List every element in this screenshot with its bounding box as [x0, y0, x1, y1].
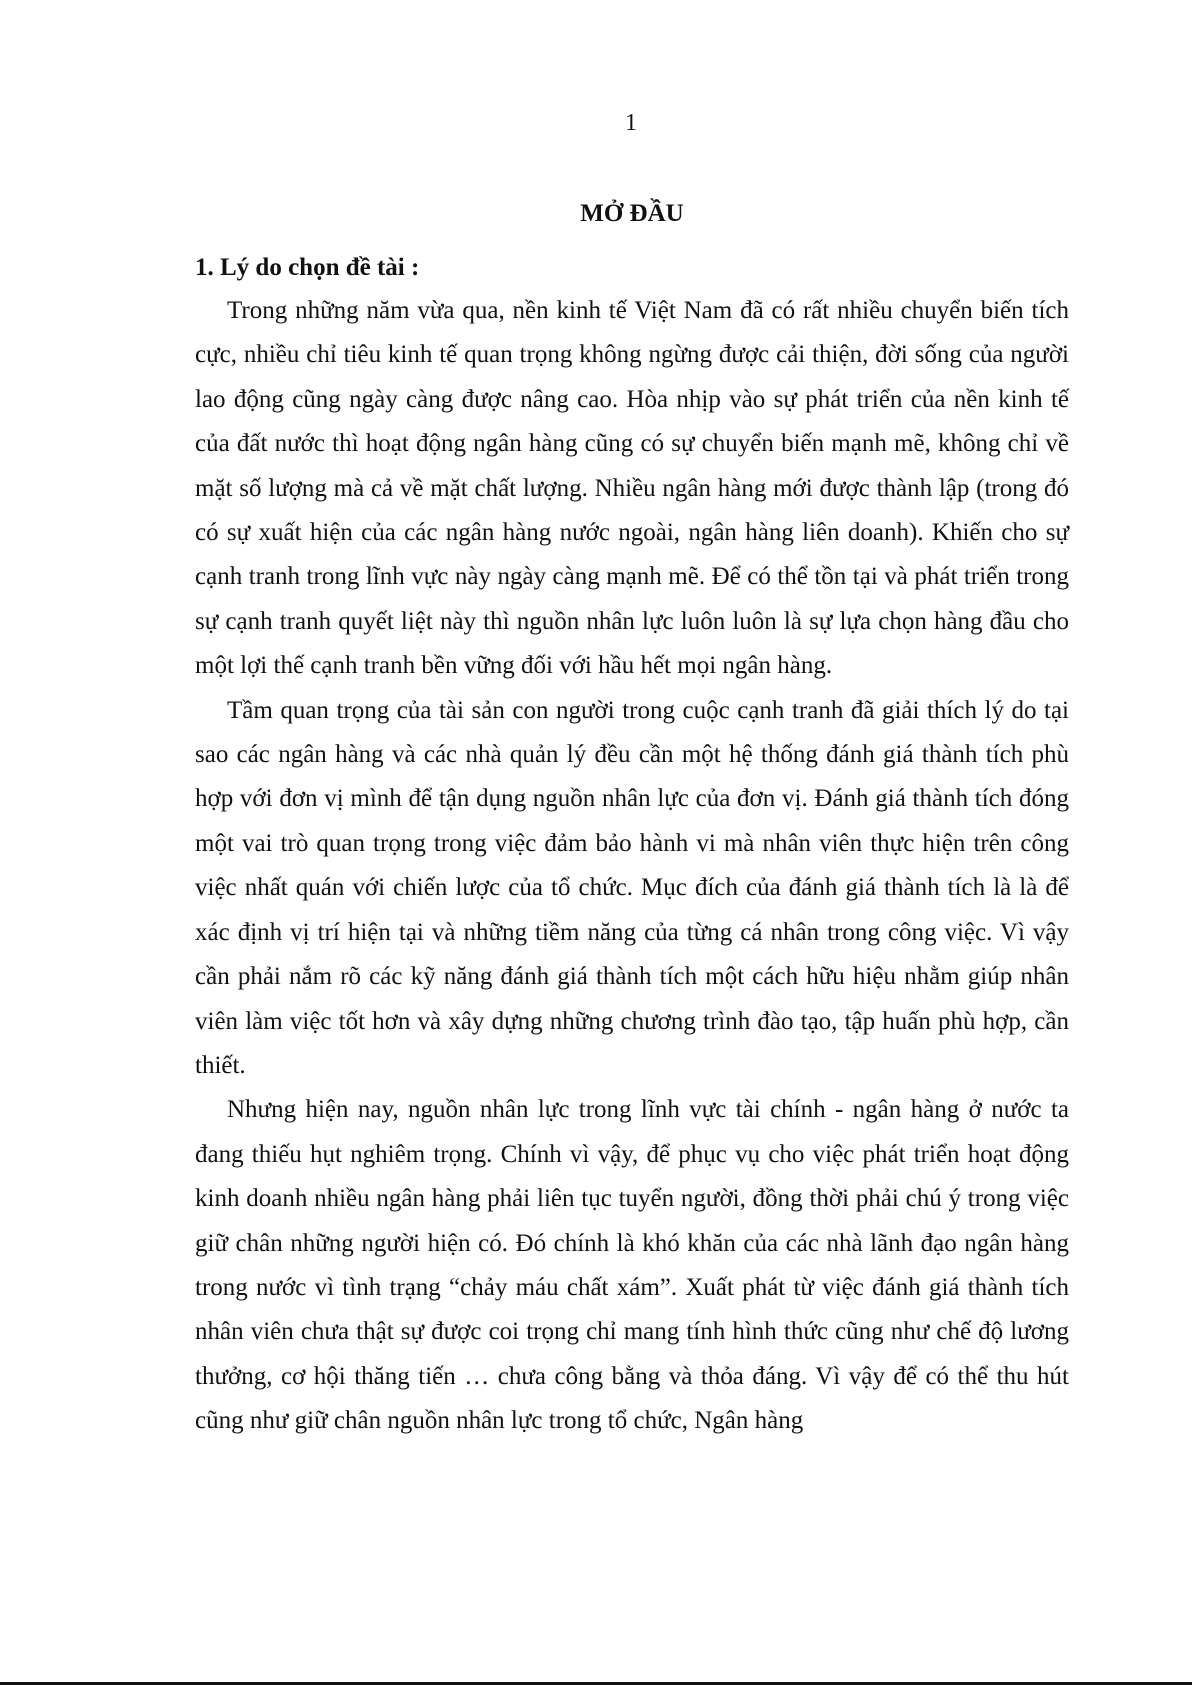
chapter-title: MỞ ĐẦU — [580, 200, 684, 227]
body-paragraph-2: Tầm quan trọng của tài sản con người trong cuộc cạnh tranh đã giải thích lý do tại sao các ngân hàng và các nhà quản lý đều cần một hệ thống đánh giá thành tích phù hợp với đơn vị mình để tận dụng nguồn nhân lực của đơn vị. Đánh giá thành tích đóng một vai trò quan trọng trong việc đảm bảo hành vi mà nhân viên thực hiện trên công việc nhất quán với chiến lược của tổ chức. Mục đích của đánh giá thành tích là là để xác định vị trí hiện tại và những tiềm năng của từng cá nhân trong công việc. Vì vậy cần phải nắm rõ các kỹ năng đánh giá thành tích một cách hữu hiệu nhằm giúp nhân viên làm việc tốt hơn và xây dựng những chương trình đào tạo, tập huấn phù hợp, cần thiết. — [195, 696, 1069, 1079]
section-heading: 1. Lý do chọn đề tài : — [195, 254, 420, 281]
page-content — [195, 195, 1069, 1444]
body-paragraph-3: Nhưng hiện nay, nguồn nhân lực trong lĩnh vực tài chính - ngân hàng ở nước ta đang thiếu hụt nghiêm trọng. Chính vì vậy, để phục vụ cho việc phát triển hoạt động kinh doanh nhiều ngân hàng phải liên tục tuyển người, đồng thời phải chú ý trong việc giữ chân những người hiện có. Đó chính là khó khăn của các nhà lãnh đạo ngân hàng trong nước vì tình trạng “chảy máu chất xám”. Xuất phát từ việc đánh giá thành tích nhân viên chưa thật sự được coi trọng chỉ mang tính hình thức cũng như chế độ lương thưởng, cơ hội thăng tiến … chưa công bằng và thỏa đáng. Vì vậy để có thể thu hút cũng như giữ chân nguồn nhân lực trong tổ chức, Ngân hàng — [195, 1096, 1069, 1435]
body-paragraph-1: Trong những năm vừa qua, nền kinh tế Việt Nam đã có rất nhiều chuyển biến tích cực, nhiều chỉ tiêu kinh tế quan trọng không ngừng được cải thiện, đời sống của người lao động cũng ngày càng được nâng cao. Hòa nhịp vào sự phát triển của nền kinh tế của đất nước thì hoạt động ngân hàng cũng có sự chuyển biến mạnh mẽ, không chỉ về mặt số lượng mà cả về mặt chất lượng. Nhiều ngân hàng mới được thành lập (trong đó có sự xuất hiện của các ngân hàng nước ngoài, ngân hàng liên doanh). Khiến cho sự cạnh tranh trong lĩnh vực này ngày càng mạnh mẽ. Để có thể tồn tại và phát triển trong sự cạnh tranh quyết liệt này thì nguồn nhân lực luôn luôn là sự lựa chọn hàng đầu cho một lợi thế cạnh tranh bền vững đối với hầu hết mọi ngân hàng. — [195, 297, 1069, 680]
page-number: 1 — [625, 110, 637, 136]
